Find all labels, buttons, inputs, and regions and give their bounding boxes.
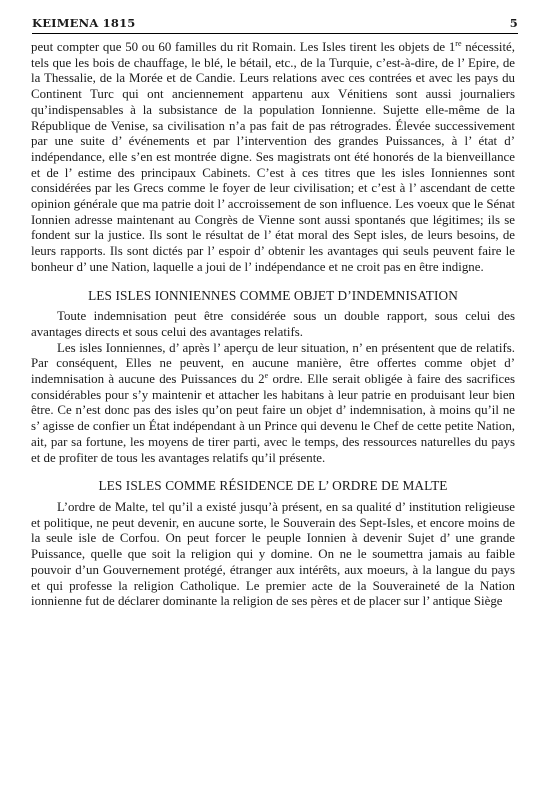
page-number: 5 (509, 16, 518, 30)
paragraph: peut compter que 50 ou 60 familles du rit Romain. Les Isles tirent les objets de 1re nécessité, tels que les bois de chauffage, le blé, le bétail, etc., de la Turquie, c’est-à-dire, de l’ Epire, de la Thessalie, de la Morée et de Candie. Leurs relations avec ces contrées et avec les pays du Continent Turc qui ont anciennement appartenu aux Vénitiens sont aussi journaliers qu’indispensables à la subsistance de la population Ionnienne. Sujette elle-même de la République de Venise, sa civilisation n’a pas fait de pas rétrogrades. Élevée successivement par une suite d’ événements et par l’intervention des grandes Puissances, à l’ état d’ indépendance, elle s’en est montrée digne. Ses magistrats ont été honorés de la bienveillance et de l’ estime des principaux Cabinets. C’est à ces titres que les isles Ionniennes sont considérées par les Grecs comme le foyer de leur civilisation; et c’est à l’ ascendant de cette opinion générale que ma patrie doit l’ accroissement de son influence. Les voeux que le Sénat Ionnien adresse maintenant au Congrès de Vienne sont aussi spontanés que légitimes; ils se fondent sur la justice. Ils sont le résultat de l’ état moral des Sept isles, de leurs besoins, de leurs rapports. Ils sont dictés par l’ espoir d’ obtenir les avantages qui seuls peuvent faire le bonheur d’ une Nation, laquelle a joui de l’ indépendance et ne croit pas en être indigne. (31, 39, 515, 274)
header-rule (32, 33, 518, 34)
section-heading: LES ISLES COMME RÉSIDENCE DE L’ ORDRE DE MALTE (98, 478, 448, 494)
running-title: KEIMENA 1815 (32, 16, 136, 30)
section-heading: LES ISLES IONNIENNES COMME OBJET D’INDEMNISATION (88, 287, 458, 303)
body-text (31, 40, 515, 610)
paragraph: Toute indemnisation peut être considérée sous un double rapport, sous celui des avantages directs et sous celui des avantages relatifs. (31, 309, 515, 339)
ordinal-superscript: re (455, 39, 462, 48)
paragraph: L’ordre de Malte, tel qu’il a existé jusqu’à présent, en sa qualité d’ institution religieuse et politique, ne peut devenir, en aucune sorte, le Souverain des Sept-Isles, et encore moins de la seule isle de Corfou. On peut forcer le peuple Ionnien à devenir Sujet d’ une grande Puissance, quelle que soit la religion qui y domine. On ne le soumettra jamais au faible pouvoir d’un Gouvernement protégé, étranger aux intérêts, aux moeurs, à la langue du pays et qui professe la religion Catholique. Le premier acte de la Souveraineté de la Nation ionnienne fut de déclarer dominante la religion de ses pères et de placer sur l’ antique Siège (31, 499, 515, 609)
running-head (32, 16, 518, 30)
paragraph: Les isles Ionniennes, d’ après l’ aperçu de leur situation, n’ en présentent que de relatifs. Par conséquent, Elles ne peuvent, en aucune manière, être offertes comme objet d’ indemnisation à aucune des Puissances du 2e ordre. Elle serait obligée à faire des sacrifices considérables pour s’y maintenir et attacher les habitans à leur patrie en produisant leur bien être. Ce n’est donc pas des isles qu’on peut faire un objet d’ indemnisation, à moins qu’il ne s’ agisse de confier un État indépendant à un Prince qui devenu le Chef de cette petite Nation, ait, par sa fortune, les moyens de tirer parti, avec le temps, des ressources naturelles du pays et de profiter de tous les avantages relatifs qu’il présente. (31, 340, 515, 465)
ordinal-superscript: e (264, 371, 269, 381)
